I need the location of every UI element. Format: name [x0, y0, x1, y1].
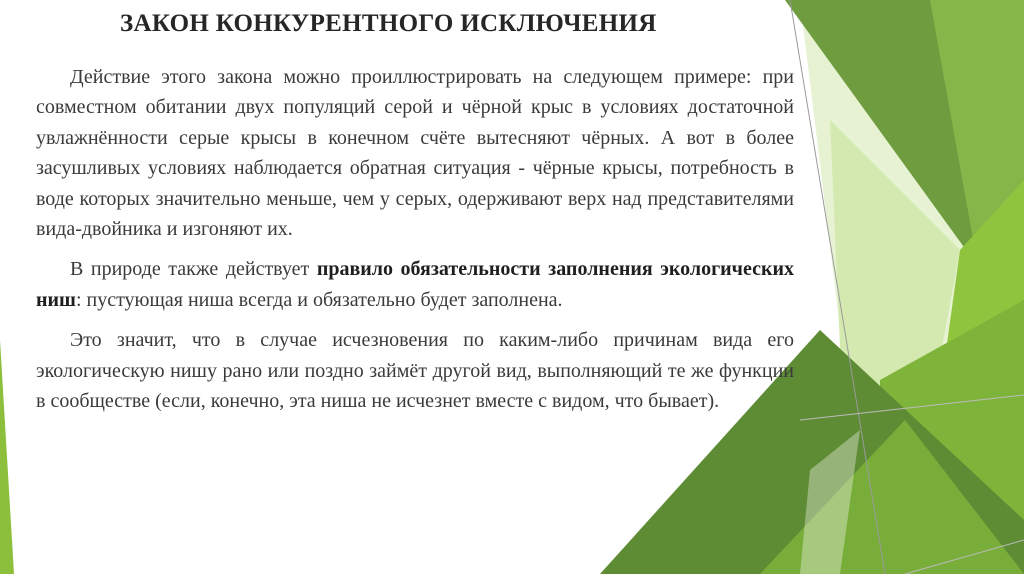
paragraph-niche-rule [36, 254, 794, 315]
slide-body [36, 62, 794, 426]
paragraph-rats-example: Действие этого закона можно проиллюстрировать на следующем примере: при совместном обитании двух популяций серой и чёрной крыс в условиях достаточной увлажнённости серые крысы в конечном счёте вытесняют чёрных. А вот в более засушливых условиях наблюдается обратная ситуация - чёрные крысы, потребность в воде которых значительно меньше, чем у серых, одерживают верх над представителями вида-двойника и изгоняют их. [36, 66, 794, 241]
niche-rule-intro: В природе также действует [70, 258, 317, 281]
niche-rule-rest: : пустующая ниша всегда и обязательно будет заполнена. [75, 288, 563, 311]
slide-title: ЗАКОН КОНКУРЕНТНОГО ИСКЛЮЧЕНИЯ [120, 10, 657, 37]
niche-rule-term: правило обязательности заполнения экологических ниш [36, 258, 794, 311]
left-accent-bar [0, 340, 14, 574]
paragraph-niche-consequence: Это значит, что в случае исчезновения по каким-либо причинам вида его экологическую нишу рано или поздно займёт другой вид, выполняющий те же функции в сообществе (если, конечно, эта ниша не исчезнет вместе с видом, что бывает). [36, 329, 794, 413]
